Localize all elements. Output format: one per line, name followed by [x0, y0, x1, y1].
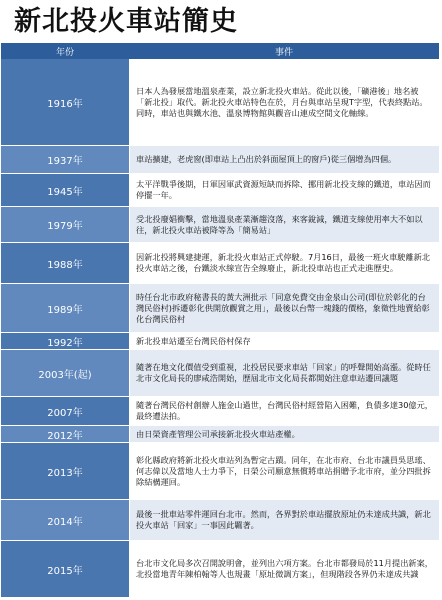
table-body [1, 59, 439, 598]
year-cell: 2012年 [1, 426, 130, 442]
history-table [1, 43, 439, 598]
year-cell: 1988年 [1, 243, 130, 283]
table-row [1, 500, 439, 541]
event-cell: 台北市文化局多次召開說明會，並列出六項方案。台北市都發局於11月提出新案，北投當地青年陳柏翰等人也規畫「原址微調方案」，但現階段各界仍未達成共識 [130, 541, 439, 597]
year-cell: 2015年 [1, 541, 130, 597]
event-cell: 隨著在地文化價值受到重視，北投居民要求車站「回家」的呼聲開始高漲。從時任北市文化局長的廖咸浩開始，歷屆北市文化局長都開始注意車站遷回議題 [130, 350, 439, 396]
year-cell: 1979年 [1, 207, 130, 242]
table-row [1, 146, 439, 174]
year-cell: 1916年 [1, 59, 130, 145]
header-event: 事件 [274, 47, 293, 58]
event-cell: 時任台北市政府秘書長的黃大洲批示「同意免費交由金泉山公司(即位於彰化的台灣民俗村)拆遷彰化供開放觀賞之用」，最後以台幣一塊錢的價格，象徵性地賣給彰化台灣民俗村 [130, 284, 439, 332]
table-row [1, 174, 439, 207]
header-year: 年份 [55, 47, 74, 58]
event-cell: 車站擴建，老虎窗(即車站上凸出於斜面屋頂上的窗戶)從三個增為四個。 [130, 146, 439, 173]
year-cell: 1992年 [1, 333, 130, 349]
event-cell: 彰化縣政府將新北投火車站列為暫定古蹟。同年，在北市府、台北市議員吳思瑤、何志偉以及當地人士力爭下，日榮公司願意無償將車站捐贈予北市府，並分四批拆除結構運回。 [130, 443, 439, 499]
table-row [1, 59, 439, 146]
table-row [1, 284, 439, 333]
table-row [1, 541, 439, 598]
table-row [1, 397, 439, 426]
event-cell: 太平洋戰爭後期，日軍因軍武資源短缺而拆除、挪用新北投支線的鐵道，車站因而停擺一年。 [130, 174, 439, 206]
year-cell: 2013年 [1, 443, 130, 499]
event-cell: 隨著台灣民俗村創辦人施金山過世，台灣民俗村經營陷入困難，負債多達30億元，最終遭法拍。 [130, 397, 439, 425]
year-cell: 2014年 [1, 500, 130, 540]
year-cell: 2003年(起) [1, 350, 130, 396]
table-row [1, 243, 439, 284]
event-cell: 由日榮資產管理公司承接新北投火車站產權。 [130, 426, 439, 442]
page-title: 新北投火車站簡史 [14, 6, 238, 37]
table-row [1, 207, 439, 243]
year-cell: 1989年 [1, 284, 130, 332]
event-cell: 最後一批車站零件運回台北市。然而，各界對於車站擺放原址仍未達成共識，新北投火車站「回家」一事因此羈著。 [130, 500, 439, 540]
table-row [1, 426, 439, 443]
table-row [1, 350, 439, 397]
year-cell: 1945年 [1, 174, 130, 206]
year-cell: 2007年 [1, 397, 130, 425]
event-cell: 日本人為發展當地溫泉產業，設立新北投火車站。從此以後，「礦港後」地名被「新北投」取代。新北投火車站特色在於，月台與車站呈現T字型，代表終點站。同時，車站也與鐵水池、溫泉博物館與觀音山連成空間文化軸線。 [130, 59, 439, 145]
year-cell: 1937年 [1, 146, 130, 173]
table-row [1, 333, 439, 350]
table-row [1, 443, 439, 500]
event-cell: 因新北投將興建捷運，新北投火車站正式停駛。7月16日，最後一班火車駛離新北投火車站之後，台鐵淡水線宣告全線廢止，新北投車站也正式走進歷史。 [130, 243, 439, 283]
event-cell: 新北投車站遷至台灣民俗村保存 [130, 333, 439, 349]
table-header [1, 43, 439, 59]
event-cell: 受北投廢娼衝擊，當地溫泉產業漸趨沒落，來客銳減，鐵道支線使用率大不如以往，新北投火車站被降等為「簡易站」 [130, 207, 439, 242]
